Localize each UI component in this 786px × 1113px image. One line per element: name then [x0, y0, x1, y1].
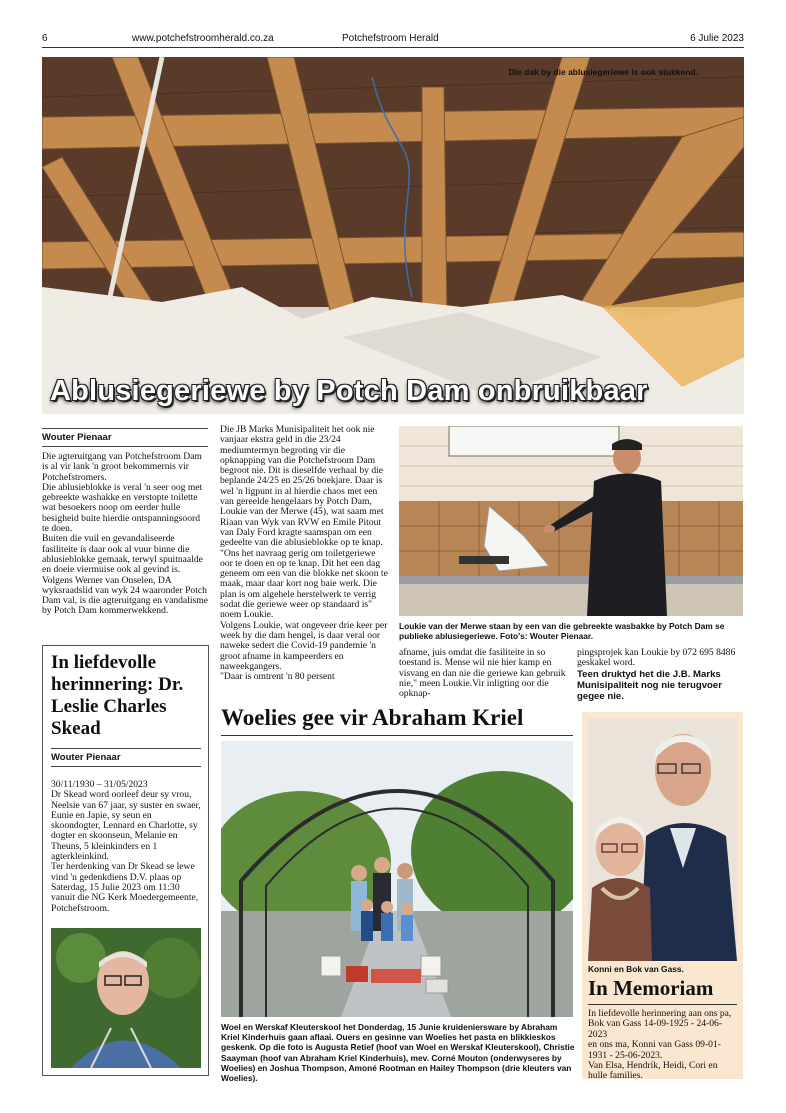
couple-illustration: [588, 718, 737, 961]
hero-caption: Die dak by die ablusiegeriewe is ook stukkend.: [508, 67, 698, 77]
article-paragraph: Buiten die vuil en gevandaliseerde fasiliteite is daar ook al vuur binne die ablusieblokke gemaak, terwyl spuitnaalde en doeie viermuise ook al gevind is.: [42, 533, 203, 576]
photo-caption-loukie: Loukie van der Merwe staan by een van die gebreekte wasbakke by Potch Dam se publieke ablusiegeriewe. Foto's: Wouter Pienaar.: [399, 621, 725, 641]
article-paragraph: Volgens Loukie, wat ongeveer drie keer per week by die dam hengel, is daar veral oor naweke sedert die Covid-19 pandemie 'n groot afname in kampeerders en naweekgangers.: [220, 619, 388, 672]
photo-konni-bok: [588, 718, 737, 961]
memoriam-divider: [588, 1004, 737, 1005]
article-byline: Wouter Pienaar: [42, 428, 208, 447]
obituary-byline: Wouter Pienaar: [51, 748, 201, 767]
article-column-3: afname, juis omdat die fasiliteite in so toestand is. Mense wil nie hier kamp en visvang en dan nie die geriewe kan gebruik nie," meen Loukie.Vir inligting oor die opknap-: [399, 647, 566, 700]
photo-dr-skead: [51, 928, 201, 1068]
photo-loukie-washbasin: [399, 426, 743, 616]
roof-illustration: [42, 57, 744, 414]
memoriam-box: [582, 712, 743, 1082]
obituary-dates: 30/11/1930 – 31/05/2023: [51, 779, 148, 790]
obituary-text: [51, 780, 203, 914]
memoriam-paragraph: In liefdevolle herinnering aan ons pa, Bok van Gass 14-09-1925 - 24-06-2023: [588, 1008, 732, 1040]
article-column-2: [220, 425, 390, 682]
obituary-box: [42, 645, 209, 1076]
arch-illustration: [221, 741, 573, 1017]
article-column-4: [577, 648, 745, 702]
article-column-1: [42, 452, 209, 617]
page-header: [42, 33, 744, 47]
issue-date: 6 Julie 2023: [690, 33, 744, 44]
memoriam-paragraph: en ons ma, Konni van Gass 09-01-1931 - 25-06-2023.: [588, 1039, 721, 1061]
article-headline: Ablusiegeriewe by Potch Dam onbruikbaar: [50, 375, 648, 407]
article-paragraph: Volgens Werner van Onselen, DA wyksraadslid van wyk 24 waaronder Potch Dam val, is die agteruitgang en vandalisme by Potch Dam kommerwekkend.: [42, 574, 208, 617]
article-paragraph: "Daar is omtrent 'n 80 persent: [220, 671, 335, 683]
obituary-title: In liefdevolle herinnering: Dr. Leslie Charles Skead: [51, 652, 184, 739]
obituary-paragraph: Ter herdenking van Dr Skead se lewe vind 'n gedenkdiens D.V. plaas op Saterdag, 15 Julie 2023 om 11:30 vanuit die NG Kerk Moedergemeente, Potchefstroom.: [51, 861, 199, 914]
header-divider: [42, 47, 744, 48]
obituary-paragraph: Dr Skead word oorleef deur sy vrou, Neelsie van 67 jaar, sy suster en swaer, Eunie en Japie, sy seun en skoondogter, Lennard en Charlotte, sy dogter en skoonseun, Melanie en Theuns, 5 kleinkinders en 1 agterkleinkind.: [51, 789, 201, 863]
article-paragraph: Die JB Marks Munisipaliteit het ook nie vanjaar ekstra geld in die 23/24 mediumtermyn begroting vir die opknapping van die Potchefstroom Dam begroot nie. Dit is dieselfde verhaal by die beplande 24/25 en 25/26 boekjare. Daar is wel 'n ligpunt in al hierdie chaos met een van gereelde hengelaars by Potch Dam, Loukie van der Merwe (45), wat saam met Riaan van Wyk van RVW en Emile Pitout van Daly Ford kragte saamspan om een gedeelte van die ablusieblokke op te knap.: [220, 424, 384, 549]
article-paragraph: pingsprojek kan Loukie by 072 695 8486 geskakel word.: [577, 647, 736, 669]
washroom-illustration: [399, 426, 743, 616]
memoriam-text: [588, 1009, 738, 1082]
woolies-headline: Woelies gee vir Abraham Kriel: [221, 705, 524, 730]
website-link[interactable]: www.potchefstroomherald.co.za: [132, 33, 274, 44]
portrait-illustration: [51, 928, 201, 1068]
photo-caption-woolies: Woel en Werskaf Kleuterskool het Donderdag, 15 Junie kruideniersware by Abraham Kriel Kinderhuis gaan aflaai. Ouers en gesinne van Woelies het pasta en blikkieskos geskenk. Op die foto is Augusta Retief (hoof van Woel en Werskaf Kleuterskool), Christie Saayman (hoof van Abraham Kriel Kinderhuis), mev. Corné Mouton (onderwyseres by Woelies) en Joshua Thompson, Amoné Rootman en Hailey Thompson (drie kleuters van Woelies).: [221, 1022, 575, 1084]
hero-photo-roof: [42, 57, 744, 414]
photo-woolies-donation: [221, 741, 573, 1017]
paper-name: Potchefstroom Herald: [342, 33, 439, 44]
woolies-divider: [221, 735, 573, 736]
memoriam-photo-caption: Konni en Bok van Gass.: [588, 964, 684, 974]
memoriam-paragraph: Van Elsa, Hendrik, Heidi, Cori en hulle families.: [588, 1060, 718, 1082]
article-bold-note: Teen druktyd het die J.B. Marks Munisipaliteit nog nie terugvoer gegee nie.: [577, 668, 722, 702]
article-paragraph: Die ablusieblokke is veral 'n seer oog met gebreekte washakke en verstopte toilette wat besoekers noop om eerder hulle besigheid buite hierdie ontspanningsoord te doen.: [42, 481, 203, 535]
memoriam-title: In Memoriam: [588, 976, 714, 1000]
article-paragraph: Die agteruitgang van Potchefstroom Dam is al vir lank 'n groot bekommernis vir Potchefstromers.: [42, 451, 202, 483]
page-number: 6: [42, 33, 48, 44]
article-paragraph: "Ons het navraag gerig om toiletgeriewe oor te doen en op te knap. Dit het een dag geneem om een van die blokke net skoon te maak, maar daar kort nog baie werk. Die plan is om algehele herstelwerk te verrig sodat die geriewe weer op standaard is" noem Loukie.: [220, 547, 388, 621]
